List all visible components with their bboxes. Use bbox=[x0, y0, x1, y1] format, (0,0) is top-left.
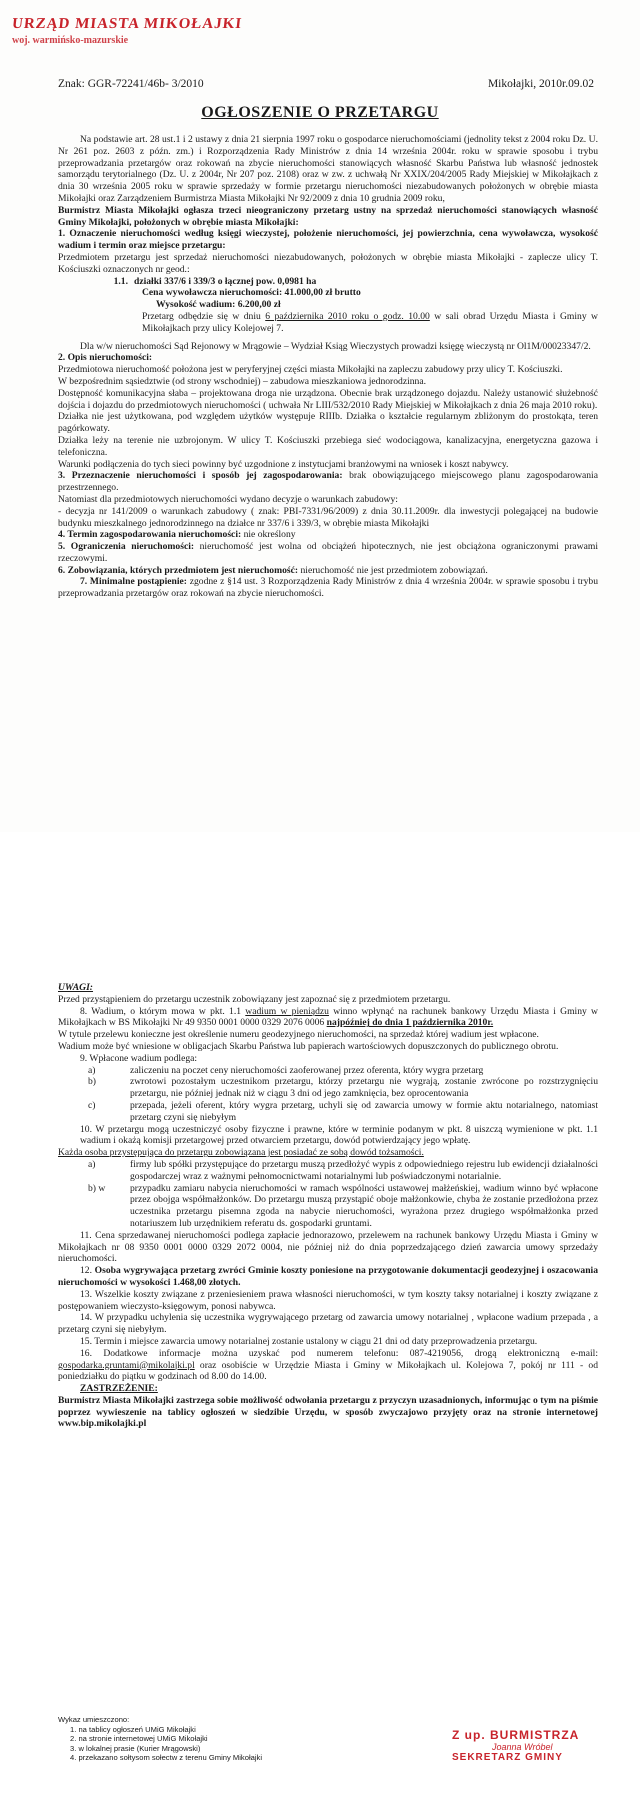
item-id-a bbox=[58, 1159, 598, 1183]
item-id-b-text: przypadku zamiaru nabycia nieruchomości w ramach wspólności ustawowej małżeńskiej, wadium winno być wpłacone przez obojga współmałżonków. Do przetargu muszą przystąpić oboje małżonkowie, chyba że zostanie przedłożona przez uczestnika przetargu pisemna zgoda na nabycie nieruchomości, wyrażona przez drugiego współmałżonka przed notariuszem lub urzędnikiem referatu ds. gospodarki gruntami. bbox=[130, 1182, 598, 1229]
auction-place-location: w sali obrad Urzędu Miasta i Gminy w Mikołajkach przy ulicy Kolejowej 7. bbox=[142, 310, 598, 334]
item-12-text: Osoba wygrywająca przetarg zwróci Gminie koszty poniesione na przygotowanie dokumentacji geodezyjnej i oszacowania nieruchomości w wysokości 1.468,00 złotych. bbox=[58, 1265, 598, 1288]
stamp-line-2: woj. warmińsko-mazurskie bbox=[12, 35, 129, 46]
section-6-text: nieruchomość nie jest przedmiotem zobowiązań. bbox=[298, 564, 488, 576]
section-2-p2: W bezpośrednim sąsiedztwie (od strony wschodniej) – zabudowa mieszkaniowa jednorodzinna. bbox=[58, 375, 427, 387]
land-registry-note: Dla w/w nieruchomości Sąd Rejonowy w Mrągowie – Wydział Ksiąg Wieczystych prowadzi księgę wieczystą nr Ol1M/00023347/2. bbox=[80, 340, 591, 352]
page-title: OGŁOSZENIE O PRZETARGU bbox=[201, 104, 439, 121]
section-4-text: nie określony bbox=[241, 529, 296, 541]
reservation-heading: ZASTRZEŻENIE: bbox=[80, 1383, 158, 1395]
remarks-body bbox=[58, 982, 598, 1430]
starting-price: Cena wywoławcza nieruchomości: 41.000,00 zł brutto bbox=[142, 287, 361, 299]
section-5 bbox=[58, 541, 598, 565]
section-3 bbox=[58, 470, 598, 494]
section-4 bbox=[58, 529, 598, 541]
section-7-text: zgodne z §14 ust. 3 Rozporządzenia Rady Ministrów z dnia 4 września 2004r. w sprawie sposobu i trybu przeprowadzania przetargów oraz rokowań na zbycie nieruchomości. bbox=[58, 576, 598, 600]
item-9a bbox=[58, 1065, 598, 1077]
page-one bbox=[0, 0, 640, 832]
section-2-heading: 2. Opis nieruchomości: bbox=[58, 352, 153, 364]
intro-paragraph: Na podstawie art. 28 ust.1 i 2 ustawy z dnia 21 sierpnia 1997 roku o gospodarce nieruchomościami (jednolity tekst z 2004 roku Dz. U. Nr 261 poz. 2603 z późn. zm.) i Rozporządzenia Rady Ministrów z dnia 14 września 2004r. roku w sprawie sposobu i trybu przeprowadzania przetargów oraz rokowań na zbycie nieruchomości stanowiących własność Skarbu Państwa lub własność jednostek samorządu terytorialnego (Dz. U. z 2004r, Nr 207 poz. 2108) oraz w zw. z uchwałą Nr XXIX/204/2005 Rady Miejskiej w Mikołajkach z dnia 30 września 2005 roku w sprawie sprzedaży w formie przetargu nieruchomości niezabudowanych położonych w obrębie miasta Mikołajki oraz Zarządzeniem Burmistrza Miasta Mikołajki Nr 92/2009 z dnia 10 grudnia 2009 roku, bbox=[58, 134, 598, 204]
remarks-item-13: 13. Wszelkie koszty związane z przeniesieniem prawa własności nieruchomości, w tym koszty taksy notarialnej i koszty związane z postępowaniem wieczysto-księgowym, ponosi nabywca. bbox=[58, 1288, 598, 1312]
distribution-heading: Wykaz umieszczono: bbox=[58, 1715, 130, 1724]
section-7-heading: 7. Minimalne postąpienie: bbox=[80, 576, 187, 588]
plot-item bbox=[58, 276, 598, 335]
remarks-item-9: 9. Wpłacone wadium podlega: bbox=[80, 1052, 198, 1064]
remarks-item-10: 10. W przetargu mogą uczestniczyć osoby fizyczne i prawne, które w terminie podanym w pkt. 8 uiszczą wymienione w pkt. 1.1 wadium i okażą komisji przetargowej przed otwarciem przetargu, dowód potwierdzający jego wpłatę. bbox=[80, 1123, 598, 1147]
section-7 bbox=[58, 576, 598, 600]
section-3-heading: 3. Przeznaczenie nieruchomości i sposób jej zagospodarowania: bbox=[58, 470, 343, 482]
item-id-a-text: firmy lub spółki przystępujące do przetargu muszą przedłożyć wypis z odpowiedniego rejestru lub ewidencji działalności gospodarczej wraz z ważnymi pełnomocnictwami notarialnymi lub poświadczonymi notarialnie. bbox=[130, 1158, 598, 1182]
remarks-item-8 bbox=[58, 1006, 598, 1030]
section-5-heading: 5. Ograniczenia nieruchomości: bbox=[58, 541, 195, 553]
item-id-b bbox=[58, 1183, 598, 1230]
remarks-item-11: 11. Cena sprzedawanej nieruchomości podlega zapłacie jednorazowo, przelewem na rachunek bankowy Urzędu Miasta i Gminy w Mikołajkach nr 08 9350 0001 0000 0329 2072 0004, nie później niż do dnia poprzedzającego dzień zawarcia umowy sprzedaży nieruchomości. bbox=[58, 1229, 598, 1265]
item-16-a: 16. Dodatkowe informacje można uzyskać pod numerem telefonu: 087-4219056, drogą elektroniczną e-mail: bbox=[80, 1347, 598, 1359]
item-9c-text: przepada, jeżeli oferent, który wygra przetarg, uchyli się od zawarcia umowy w formie aktu notarialnego, natomiast przetarg czyni się niebyłym bbox=[130, 1099, 598, 1123]
section-2-p1: Przedmiotowa nieruchomość położona jest w peryferyjnej części miasta Mikołajki na zapleczu zabudowy przy ulicy T. Kościuszki. bbox=[58, 364, 563, 376]
item-9a-label: a) bbox=[88, 1064, 96, 1076]
auction-date: 6 października 2010 roku o godz. 10.00 bbox=[265, 310, 430, 322]
stamp-line-1: URZĄD MIASTA MIKOŁAJKI bbox=[11, 16, 243, 32]
remarks-item-12 bbox=[58, 1265, 598, 1289]
section-3-p2: Natomiast dla przedmiotowych nieruchomości wydano decyzje o warunkach zabudowy: bbox=[58, 493, 398, 505]
signature-line-2: Joanna Wróbel bbox=[492, 1742, 553, 1752]
page-gap bbox=[0, 832, 640, 930]
section-2-p3: Dostępność komunikacyjna słaba – projektowana droga nie urządzona. Obecnie brak urządzonego dojazdu. Należy ustanowić służebność dojścia i dojazdu do przedmiotowych nieruchomości ( uchwała Nr LIII/532/2010 Rady Miejskiej w Mikołajkach z dnia 26 maja 2010 roku). bbox=[58, 387, 598, 411]
item-9b-label: b) bbox=[88, 1076, 96, 1088]
remarks-item-16 bbox=[58, 1348, 598, 1383]
contact-email-link[interactable]: gospodarka.gruntami@mikolajki.pl bbox=[58, 1359, 195, 1371]
section-5-text: nieruchomość jest wolna od obciążeń hipotecznych, nie jest obciążona ograniczonymi prawami rzeczowymi. bbox=[58, 541, 598, 564]
section-6 bbox=[58, 565, 598, 577]
plot-item-label: 1.1. bbox=[113, 275, 128, 287]
reference-number: Znak: GGR-72241/46b- 3/2010 bbox=[58, 78, 204, 90]
item-8-a: 8. Wadium, o którym mowa w pkt. 1.1 bbox=[80, 1005, 246, 1017]
distribution-item: 3. w lokalnej prasie (Kurier Mrągowski) bbox=[70, 1743, 201, 1753]
item-16-b: oraz osobiście w Urzędzie Miasta i Gminy w Mikołajkach ul. Kolejowa 7, pokój nr 111 - od poniedziałku do piątku w godzinach od 8.00 do 14.00. bbox=[58, 1359, 598, 1383]
item-9c-label: c) bbox=[88, 1099, 96, 1111]
remarks-item-14: 14. W przypadku uchylenia się uczestnika wygrywającego przetarg od zawarcia umowy notarialnej , wpłacone wadium przepada , a przetarg czyni się niebyłym. bbox=[58, 1312, 598, 1336]
auction-place bbox=[134, 311, 598, 335]
remarks-p3: W tytule przelewu konieczne jest określenie numeru geodezyjnego nieruchomości, na sprzedaż której wadium jest wpłacone. bbox=[58, 1029, 539, 1041]
item-id-a-label: a) bbox=[88, 1158, 96, 1170]
distribution-item: 4. przekazano sołtysom sołectw z terenu Gminy Mikołajki bbox=[70, 1753, 263, 1763]
section-3-p3: - decyzja nr 141/2009 o warunkach zabudowy ( znak: PBI-7331/96/2009) z dnia 30.11.2009r. dla inwestycji polegającej na budowie budynku mieszkalnego jednorodzinnego na działce nr 337/6 i 339/3, w obrębie miasta Mikołajki bbox=[58, 505, 598, 529]
section-2-p6: Warunki podłączenia do tych sieci powinny być uzgodnione z instytucjami branżowymi na wniosek i koszt nabywcy. bbox=[58, 458, 509, 470]
section-3-text: brak obowiązującego miejscowego planu zagospodarowania przestrzennego. bbox=[58, 470, 598, 494]
item-8-deadline: najpóźniej do dnia 1 października 2010r. bbox=[326, 1017, 494, 1029]
plot-description: działki 337/6 i 339/3 o łącznej pow. 0,0981 ha bbox=[134, 275, 317, 287]
distribution-list bbox=[58, 1715, 262, 1763]
item-12-number: 12. bbox=[80, 1265, 95, 1277]
item-id-b-label: b) w bbox=[88, 1182, 106, 1194]
section-1-heading: 1. Oznaczenie nieruchomości według księgi wieczystej, położenie nieruchomości, jej powierzchnia, cena wywoławcza, wysokość wadium i termin oraz miejsce przetargu: bbox=[58, 228, 598, 252]
section-1-text: Przedmiotem przetargu jest sprzedaż nieruchomości niezabudowanych, położonych w obrębie miasta Mikołajki - zaplecze ulicy T. Kościuszki oznaczonych nr geod.: bbox=[58, 251, 598, 275]
document-date: Mikołajki, 2010r.09.02 bbox=[487, 78, 594, 90]
remarks-heading: UWAGI: bbox=[58, 982, 94, 993]
signature-stamp bbox=[452, 1728, 579, 1763]
signature-line-3: SEKRETARZ GMINY bbox=[452, 1752, 563, 1763]
item-8-b: wadium w pieniądzu bbox=[245, 1005, 329, 1017]
section-2-p4: Działka nie jest użytkowana, pod względem użytków występuje RIIIb. Działka o kształcie regularnym zbliżonym do prostokąta, teren pagórkowaty. bbox=[58, 411, 598, 435]
remarks-p4: Wadium może być wniesione w obligacjach Skarbu Państwa lub papierach wartościowych dopuszczonych do publicznego obrotu. bbox=[58, 1040, 559, 1052]
auction-place-intro: Przetarg odbędzie się w dniu bbox=[142, 310, 261, 322]
identity-requirement: Każda osoba przystępująca do przetargu zobowiązana jest posiadać ze sobą dowód tożsamości. bbox=[58, 1147, 424, 1159]
item-9c bbox=[58, 1100, 598, 1124]
section-6-heading: 6. Zobowiązania, których przedmiotem jest nieruchomość: bbox=[58, 564, 299, 576]
remarks-p1: Przed przystąpieniem do przetargu uczestnik zobowiązany jest zapoznać się z przedmiotem przetargu. bbox=[58, 993, 451, 1005]
section-2-p5: Działka leży na terenie nie uzbrojonym. W ulicy T. Kościuszki przebiega sieć wodociągowa, kanalizacyjna, energetyczna gazowa i telefoniczna. bbox=[58, 434, 598, 458]
intro-bold-paragraph: Burmistrz Miasta Mikołajki ogłasza trzeci nieograniczony przetarg ustny na sprzedaż nieruchomości stanowiących własność Gminy Mikołajki, położonych w obrębie miasta Mikołajki: bbox=[58, 204, 598, 228]
office-stamp bbox=[12, 16, 242, 46]
remarks-item-15: 15. Termin i miejsce zawarcia umowy notarialnej zostanie ustalony w ciągu 21 dni od daty przeprowadzenia przetargu. bbox=[80, 1335, 538, 1347]
signature-line-1: Z up. BURMISTRZA bbox=[452, 1728, 580, 1742]
section-4-heading: 4. Termin zagospodarowania nieruchomości: bbox=[58, 529, 242, 541]
reservation-text: Burmistrz Miasta Mikołajki zastrzega sobie możliwość odwołania przetargu z przyczyn uzasadnionych, informując o tym na piśmie poprzez wywieszenie na tablicy ogłoszeń w siedzibie Urzędu, w sposób zwyczajowo przyjęty oraz na stronie internetowej www.bip.mikolajki.pl bbox=[58, 1394, 598, 1430]
item-9b bbox=[58, 1076, 598, 1100]
distribution-item: 2. na stronie internetowej UMiG Mikołajki bbox=[70, 1734, 208, 1744]
deposit-amount: Wysokość wadium: 6.200,00 zł bbox=[156, 299, 281, 311]
item-8-c: winno wpłynąć na rachunek bankowy Urzędu Miasta i Gminy w Mikołajkach w BS Mikołajki Nr 49 9350 0001 0000 0329 2076 0006 bbox=[58, 1005, 598, 1029]
announcement-body bbox=[58, 134, 598, 600]
item-9b-text: zwrotowi pozostałym uczestnikom przetargu, którzy przetargu nie wygrają, zostanie zwrócone po rozstrzygnięciu przetargu, nie później jednak niż w ciągu 3 dni od jego zamknięcia, bez oprocentowania bbox=[130, 1076, 598, 1100]
item-9a-text: zaliczeniu na poczet ceny nieruchomości zaoferowanej przez oferenta, który wygra przetarg bbox=[130, 1064, 484, 1076]
distribution-item: 1. na tablicy ogłoszeń UMiG Mikołajki bbox=[70, 1724, 196, 1734]
